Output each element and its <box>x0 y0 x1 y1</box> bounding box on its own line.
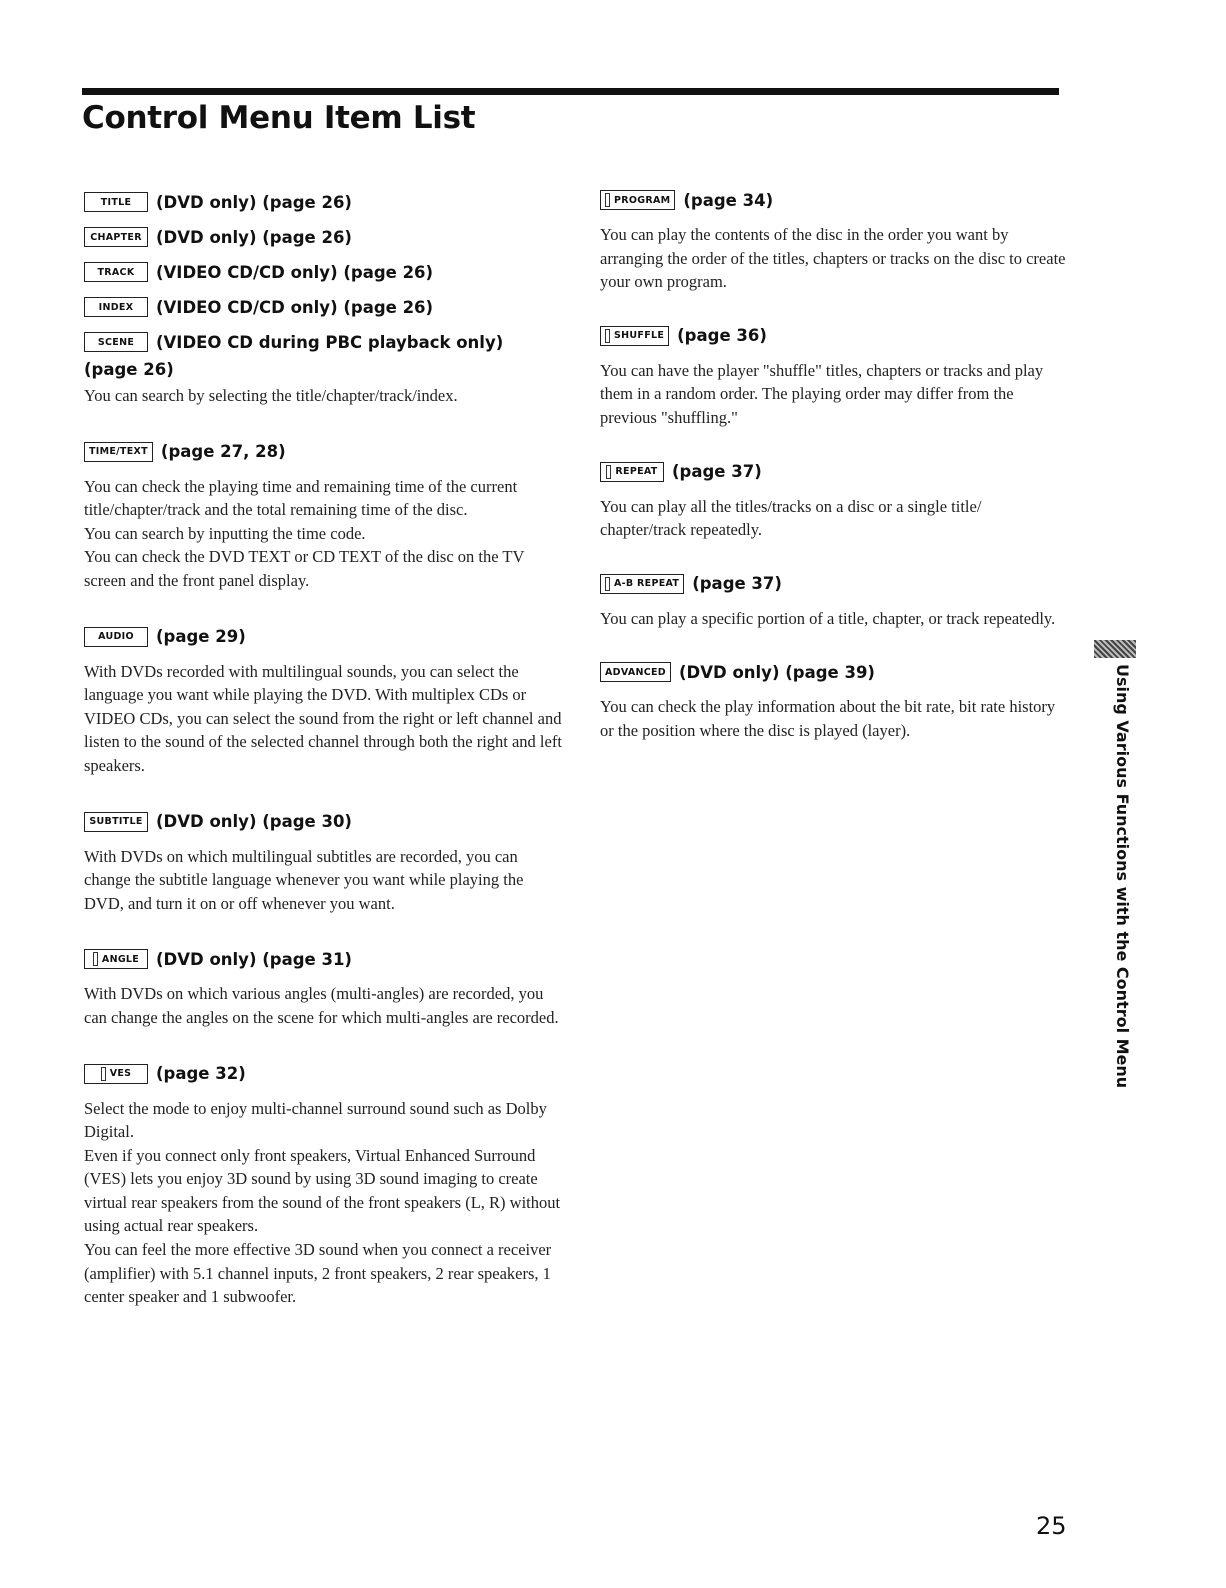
program-header <box>600 188 1070 212</box>
subtitle-heading: (DVD only) (page 30) <box>156 812 352 832</box>
index-icon: INDEX <box>84 297 148 317</box>
advanced-description: You can check the play information about the bit rate, bit rate history or the position where the disc is played (layer). <box>600 697 1056 740</box>
repeat-heading: (page 37) <box>672 462 762 482</box>
time-text-header <box>84 440 564 464</box>
search-section <box>84 190 564 408</box>
index-item <box>84 295 564 319</box>
shuffle-section <box>600 324 1070 430</box>
chapter-item <box>84 225 564 249</box>
page-title: Control Menu Item List <box>82 100 476 136</box>
ves-description-3: You can feel the more effective 3D sound when you connect a receiver (amplifier) with 5.1 channel inputs, 2 front speakers, 2 rear speakers, 1 center speaker and 1 subwoofer. <box>84 1240 552 1307</box>
right-column <box>600 188 1070 773</box>
repeat-icon-label: REPEAT <box>615 466 658 478</box>
ab-repeat-icon <box>600 574 684 594</box>
angle-description: With DVDs on which various angles (multi-angles) are recorded, you can change the angles on the scene for which multi-angles are recorded. <box>84 984 559 1027</box>
scene-icon: SCENE <box>84 332 148 352</box>
subtitle-icon: SUBTITLE <box>84 812 148 832</box>
shuffle-header <box>600 324 1070 348</box>
index-item-heading: (VIDEO CD/CD only) (page 26) <box>156 297 434 317</box>
program-icon <box>600 190 675 210</box>
repeat-description: You can play all the titles/tracks on a disc or a single title/ chapter/track repeatedly. <box>600 496 982 540</box>
subtitle-header <box>84 810 564 834</box>
track-item <box>84 260 564 284</box>
ves-section <box>84 1062 564 1309</box>
advanced-icon: ADVANCED <box>600 662 671 682</box>
angle-heading: (DVD only) (page 31) <box>156 949 352 969</box>
audio-description: With DVDs recorded with multilingual sounds, you can select the language you want while playing the DVD. With multiplex CDs or VIDEO CDs, you can select the sound from the right or left channel and listen to the sound of the selected channel through both the right and left speakers. <box>84 661 562 775</box>
scene-item <box>84 330 564 354</box>
advanced-heading: (DVD only) (page 39) <box>679 662 875 682</box>
title-item <box>84 190 564 214</box>
ves-header <box>84 1062 564 1086</box>
program-heading: (page 34) <box>683 190 774 210</box>
repeat-header <box>600 460 1070 484</box>
angle-icon <box>84 949 148 969</box>
ves-description-1: Select the mode to enjoy multi-channel surround sound such as Dolby Digital. <box>84 1098 547 1142</box>
track-icon: TRACK <box>84 262 148 282</box>
audio-header <box>84 625 564 649</box>
search-page-ref: (page 26) <box>84 360 174 379</box>
ab-repeat-description: You can play a specific portion of a title, chapter, or track repeatedly. <box>600 608 1056 628</box>
ab-repeat-icon-label: A-B REPEAT <box>614 578 680 590</box>
audio-heading: (page 29) <box>156 627 246 647</box>
angle-icon-label: ANGLE <box>101 953 140 965</box>
audio-section <box>84 625 564 778</box>
repeat-icon <box>600 462 664 482</box>
program-icon-label: PROGRAM <box>614 194 671 206</box>
page-number: 25 <box>1036 1512 1067 1540</box>
title-item-heading: (DVD only) (page 26) <box>156 192 352 212</box>
search-description: You can search by selecting the title/chapter/track/index. <box>84 386 458 405</box>
subtitle-section <box>84 810 564 916</box>
time-text-description-1: You can check the playing time and remaining time of the current title/chapter/track and the total remaining time of the disc. <box>84 476 518 520</box>
time-text-section <box>84 440 564 593</box>
subtitle-description: With DVDs on which multilingual subtitles are recorded, you can change the subtitle language whenever you want while playing the DVD, and turn it on or off whenever you want. <box>84 846 524 913</box>
ves-icon <box>84 1064 148 1084</box>
time-text-icon: TIME/TEXT <box>84 442 153 462</box>
advanced-section <box>600 660 1070 742</box>
time-text-description-2: You can search by inputting the time code. <box>84 523 366 543</box>
shuffle-icon-label: SHUFFLE <box>614 330 665 342</box>
ves-description-2: Even if you connect only front speakers, Virtual Enhanced Surround (VES) lets you enjoy 3D sound by using 3D sound imaging to create virtual rear speakers from the sound of the front speakers (L, R) without using actual rear speakers. <box>84 1145 561 1236</box>
audio-icon: AUDIO <box>84 627 148 647</box>
angle-section <box>84 947 564 1029</box>
shuffle-heading: (page 36) <box>677 326 767 346</box>
time-text-heading: (page 27, 28) <box>160 442 286 462</box>
title-icon: TITLE <box>84 192 148 212</box>
shuffle-icon <box>600 326 669 346</box>
track-item-heading: (VIDEO CD/CD only) (page 26) <box>156 262 434 282</box>
chapter-icon: CHAPTER <box>84 227 148 247</box>
ves-heading: (page 32) <box>156 1064 246 1083</box>
chapter-item-heading: (DVD only) (page 26) <box>156 227 352 247</box>
angle-header <box>84 947 564 971</box>
side-tab-label: Using Various Functions with the Control Menu <box>1113 664 1132 1089</box>
top-rule <box>82 88 1059 95</box>
advanced-header <box>600 660 1070 684</box>
ab-repeat-section <box>600 572 1070 631</box>
program-description: You can play the contents of the disc in the order you want by arranging the order of the titles, chapters or tracks on the disc to create your own program. <box>600 225 1066 292</box>
program-section <box>600 188 1070 294</box>
left-column <box>84 190 564 1341</box>
repeat-section <box>600 460 1070 542</box>
side-tab-marker <box>1094 640 1136 658</box>
ab-repeat-heading: (page 37) <box>692 574 782 594</box>
ab-repeat-header <box>600 572 1070 596</box>
ves-icon-label: VES <box>109 1068 132 1079</box>
shuffle-description: You can have the player "shuffle" titles, chapters or tracks and play them in a random order. The playing order may differ from the previous "shuffling." <box>600 360 1044 427</box>
time-text-description-3: You can check the DVD TEXT or CD TEXT of the disc on the TV screen and the front panel display. <box>84 547 525 590</box>
scene-item-heading: (VIDEO CD during PBC playback only) <box>156 332 504 352</box>
